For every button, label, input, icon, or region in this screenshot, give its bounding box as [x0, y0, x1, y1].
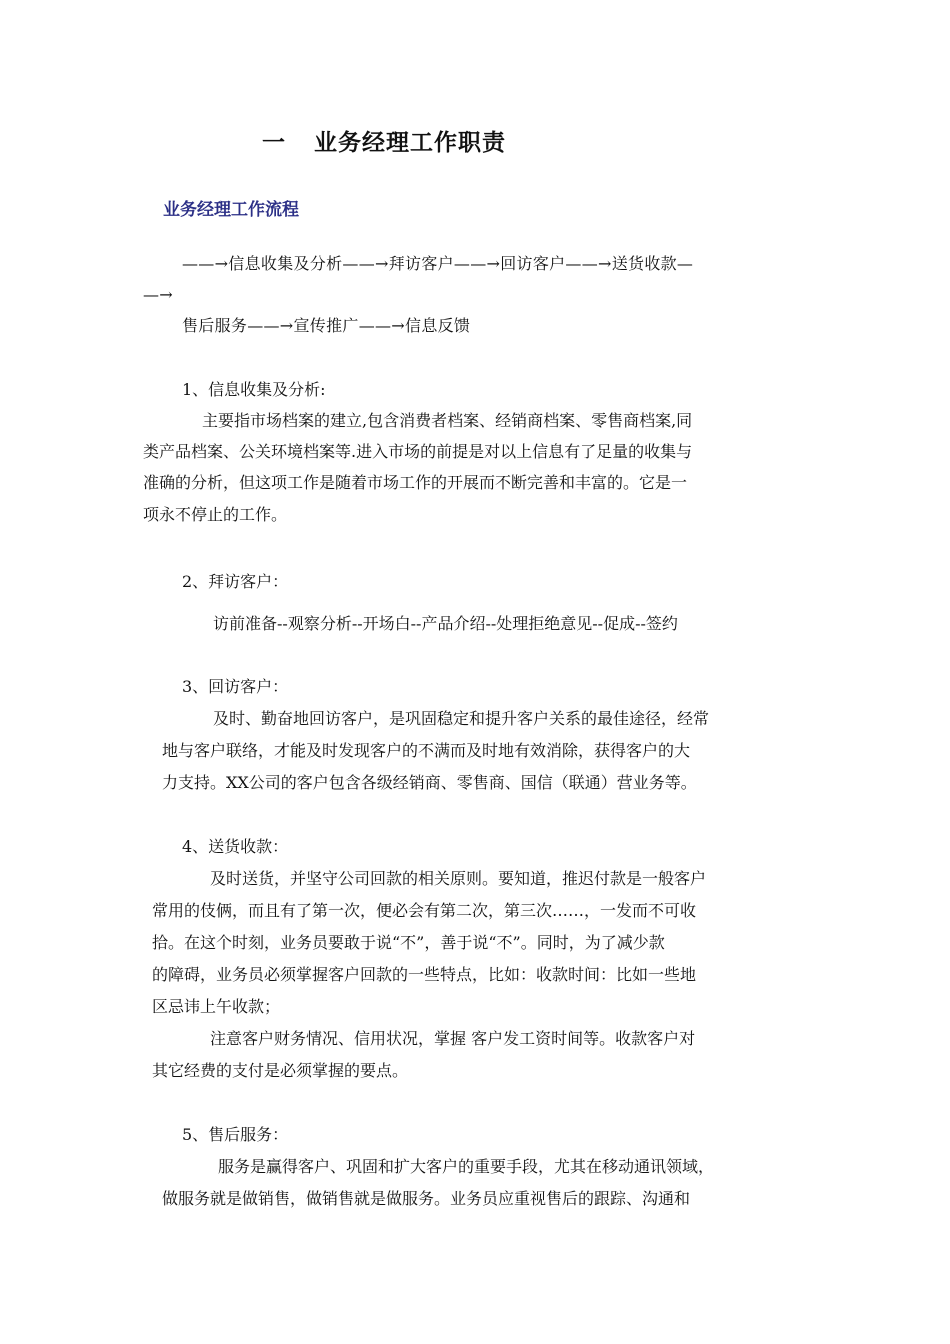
- paragraph-line: 其它经费的支付是必须掌握的要点。: [152, 1061, 409, 1080]
- paragraph-line: 访前准备--观察分析--开场白--产品介绍--处理拒绝意见--促成--签约: [213, 614, 678, 633]
- paragraph-line: 服务是赢得客户、巩固和扩大客户的重要手段，尤其在移动通讯领域，: [218, 1157, 715, 1176]
- paragraph-line: 准确的分析，但这项工作是随着市场工作的开展而不断完善和丰富的。它是一: [143, 473, 688, 492]
- paragraph-line: 及时、勤奋地回访客户，是巩固稳定和提升客户关系的最佳途径，经常: [213, 709, 710, 728]
- paragraph-line: 区忌讳上午收款；: [152, 997, 281, 1016]
- section-heading: 1、信息收集及分析:: [182, 380, 326, 399]
- section-heading: 4、送货收款：: [182, 837, 289, 856]
- flow-line-1: ——→信息收集及分析——→拜访客户——→回访客户——→送货收款—: [182, 254, 694, 273]
- section-heading: 3、回访客户：: [182, 677, 289, 696]
- section-heading: 2、拜访客户：: [182, 572, 289, 591]
- page-title: [262, 124, 506, 157]
- title-text: 业务经理工作职责: [314, 130, 506, 156]
- paragraph-line: 主要指市场档案的建立,包含消费者档案、经销商档案、零售商档案,同: [202, 411, 693, 430]
- section-heading: 5、售后服务：: [182, 1125, 289, 1144]
- paragraph-line: 类产品档案、公关环境档案等.进入市场的前提是对以上信息有了足量的收集与: [143, 442, 693, 461]
- paragraph-line: 做服务就是做销售，做销售就是做服务。业务员应重视售后的跟踪、沟通和: [162, 1189, 691, 1208]
- paragraph-line: 力支持。XX公司的客户包含各级经销商、零售商、国信（联通）营业务等。: [162, 773, 697, 792]
- paragraph-line: 地与客户联络，才能及时发现客户的不满而及时地有效消除，获得客户的大: [162, 741, 691, 760]
- paragraph-line: 常用的伎俩，而且有了第一次，便必会有第二次，第三次……，一发而不可收: [152, 901, 697, 920]
- title-number: 一: [262, 130, 286, 156]
- paragraph-line: 的障碍，业务员必须掌握客户回款的一些特点，比如：收款时间：比如一些地: [152, 965, 697, 984]
- flow-line-3: 售后服务——→宣传推广——→信息反馈: [182, 316, 471, 335]
- paragraph-line: 项永不停止的工作。: [143, 505, 288, 524]
- paragraph-line: 拾。在这个时刻，业务员要敢于说“不”，善于说“不”。同时，为了减少款: [152, 933, 665, 952]
- paragraph-line: 注意客户财务情况、信用状况，掌握 客户发工资时间等。收款客户对: [210, 1029, 696, 1048]
- paragraph-line: 及时送货，并坚守公司回款的相关原则。要知道，推迟付款是一般客户: [210, 869, 707, 888]
- section-subtitle: 业务经理工作流程: [163, 200, 299, 220]
- flow-line-2: —→: [143, 285, 174, 304]
